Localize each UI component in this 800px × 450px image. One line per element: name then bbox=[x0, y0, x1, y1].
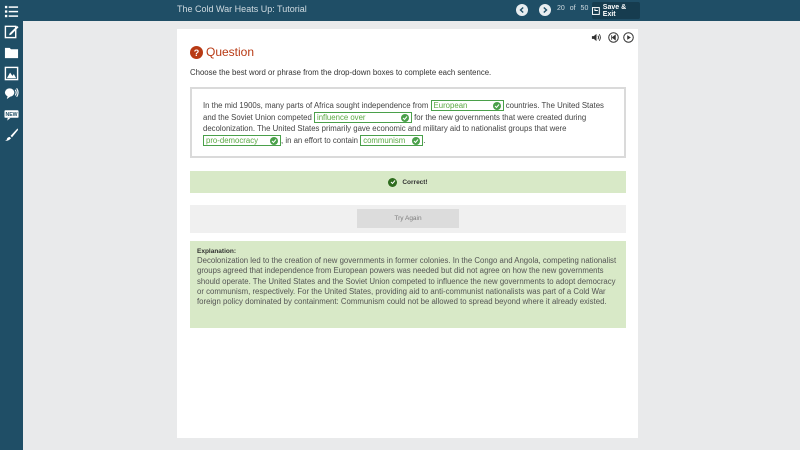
dropdown-value: influence over bbox=[316, 112, 366, 122]
lesson-title: The Cold War Heats Up: Tutorial bbox=[177, 4, 307, 14]
question-card bbox=[177, 29, 638, 438]
page-total: 50 bbox=[580, 5, 589, 12]
sentence-text: countries. The United States and the Soviet Union competed bbox=[203, 101, 604, 122]
instructions-text: Choose the best word or phrase from the drop-down boxes to complete each sentence. bbox=[190, 68, 492, 77]
list-icon[interactable] bbox=[3, 3, 20, 20]
dropdown-value: European bbox=[433, 101, 468, 111]
chevron-left-icon bbox=[518, 6, 526, 14]
chevron-right-icon bbox=[541, 6, 549, 14]
next-page-button[interactable] bbox=[539, 4, 551, 16]
answer-dropdown-4[interactable] bbox=[360, 135, 426, 146]
save-exit-label: Save & Exit bbox=[602, 3, 627, 18]
sentence-text: , in an effort to contain bbox=[281, 135, 359, 145]
check-icon bbox=[270, 137, 278, 145]
folder-icon[interactable] bbox=[3, 44, 20, 61]
previous-page-button[interactable] bbox=[516, 4, 528, 16]
sentence-text: for the new governments that were created during decolonization. The United States primarily gave economic and military aid to nationalist groups that were bbox=[203, 112, 587, 134]
brush-icon[interactable] bbox=[3, 126, 20, 143]
play-icon[interactable] bbox=[623, 32, 634, 43]
save-exit-icon bbox=[592, 7, 600, 15]
svg-text:NEW: NEW bbox=[5, 112, 18, 119]
new-badge-icon[interactable] bbox=[3, 106, 20, 123]
dropdown-value: pro-democracy bbox=[206, 135, 258, 145]
explanation-panel bbox=[190, 241, 626, 328]
correct-feedback-bar bbox=[190, 171, 626, 193]
correct-label: Correct! bbox=[402, 178, 428, 186]
page-of: of bbox=[569, 5, 576, 12]
left-toolbar bbox=[0, 0, 23, 450]
check-icon bbox=[412, 137, 420, 145]
page-current: 20 bbox=[557, 5, 565, 12]
rewind-icon[interactable] bbox=[608, 32, 619, 43]
audio-speech-icon[interactable] bbox=[3, 85, 20, 102]
question-icon: ? bbox=[190, 46, 203, 59]
image-icon[interactable] bbox=[3, 65, 20, 82]
notes-icon[interactable] bbox=[3, 23, 20, 40]
answer-dropdown-3[interactable] bbox=[203, 135, 281, 146]
sentence-passage bbox=[190, 87, 626, 158]
dropdown-value: communism bbox=[363, 135, 406, 145]
sentence-text: . bbox=[423, 135, 426, 145]
check-icon bbox=[493, 102, 501, 110]
check-circle-icon bbox=[388, 178, 397, 187]
answer-dropdown-2[interactable] bbox=[314, 112, 412, 123]
save-exit-button[interactable] bbox=[592, 2, 640, 19]
question-heading: Question bbox=[206, 45, 255, 59]
volume-icon[interactable] bbox=[591, 32, 602, 43]
explanation-text: Decolonization led to the creation of new governments in former colonies. In the Congo and Angola, competing nationalist groups agreed that independence from European powers was needed but did not agree on how the new governments should operate. The United States and the Soviet Union competed to influence the new governments to adopt democracy or communism, respectively. For the United States, providing aid to anti-communist nationalists was part of a Cold War foreign policy dominated by containment: Communism could not be allowed to spread beyond where it already existed. bbox=[197, 256, 617, 307]
try-again-area bbox=[190, 205, 626, 233]
top-bar bbox=[23, 0, 800, 21]
page-counter bbox=[557, 5, 591, 12]
try-again-button[interactable]: Try Again bbox=[357, 209, 459, 228]
sentence-text: In the mid 1900s, many parts of Africa sought independence from bbox=[203, 101, 429, 110]
explanation-label: Explanation: bbox=[197, 248, 237, 255]
check-icon bbox=[401, 114, 409, 122]
answer-dropdown-1[interactable] bbox=[431, 100, 504, 111]
